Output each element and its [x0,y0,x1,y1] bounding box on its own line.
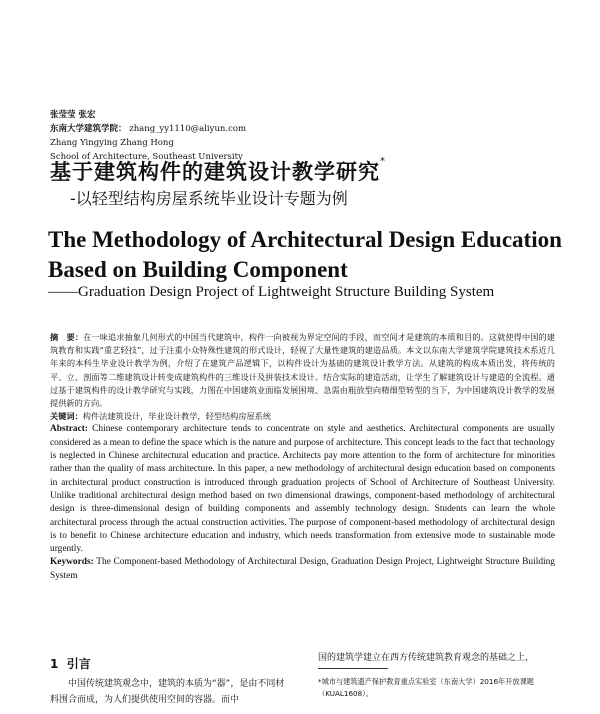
abstract-cn [50,331,555,410]
section-heading [50,655,91,672]
body-paragraph: 中国传统建筑观念中，建筑的本质为“器”，是由不同材料围合而成，为人们提供使用空间的容器。而中 [50,679,285,705]
abstract-cn-label: 摘 要： [50,332,84,342]
author-email: zhang_yy1110@aliyun.com [129,124,247,134]
abstract-en-label: Abstract: [50,424,89,435]
author-affiliation-line [50,122,246,136]
title-en: The Methodology of Architectural Design Education Based on Building Component [48,227,562,282]
title-cn-text: 基于建筑构件的建筑设计教学研究 [50,160,380,184]
keywords-en-text: The Component-based Methodology of Architectural Design, Graduation Design Project, Lightweight Structure Building System [50,557,555,581]
abstract-cn-text: 在一味追求抽象几何形式的中国当代建筑中，构件一向被视为界定空间的手段，而空间才是建筑的本质和目的。这就使得中国的建筑教育和实践“重艺轻技”，过于注重小众特殊性建筑的形式设计，轻视了大量性建筑的建造品质。本文以东南大学建筑学院建筑技术系近几年来的本科生毕业设计教学为例，介绍了在建筑产品逻辑下，以构件设计为基础的建筑设计教学方法。从建筑的构成本质出发，将传统的平、立、剖面等二维建筑设计转变成建筑构件的三维设计及拼装技术设计。结合实际的建造活动，让学生了解建筑设计与建造的全流程。通过基于建筑构件的设计教学研究与实践，力图在中国建筑业面临发展困境、急需由粗放型向精细型转型的当下，为中国建筑设计教学的发展提供新的方向。 [50,332,555,409]
author-names-cn: 张莹莹 张宏 [50,110,96,120]
abstract-block [50,331,555,583]
footnote: *城市与建筑遗产保护教育重点实验室（东南大学）2016年开放课题（KUAL1608）。 [318,677,534,698]
author-affiliation-cn: 东南大学建筑学院： [50,124,127,134]
abstract-en-text: Chinese contemporary architecture tends to concentrate on style and aesthetics. Architectural components are usually considered as a mean to define the space which is the nature and purpose of architecture. This concept leads to the fact that technology is neglected in Chinese architectural education and practice. Architects pay more attention to the form of architecture for minorities rather than the quality of mass architecture. In this paper, a new methodology of architectural design education based on components in architectural product construction is introduced through graduation projects of School of Architecture of Southeast University. Unlike traditional architectural design method based on two dimensional drawings, component-based methodology of architectural design is three-dimensional design of building components and assembly technology design. Students can learn the whole architectural process through the actual construction activities. The purpose of component-based methodology of architectural design is to benefit to Chinese architecture education and industry, which needs transformation from extensive mode to sustainable mode urgently. [50,424,555,555]
footnote-divider [318,668,388,669]
body-column-left [50,676,290,708]
keywords-cn-text: 构件法建筑设计，毕业设计教学，轻型结构房屋系统 [82,411,272,422]
section-title: 引言 [66,657,91,671]
keywords-cn-label: 关键词： [50,411,83,422]
keywords-cn [50,410,555,423]
keywords-en [50,556,555,583]
title-cn-mark: * [380,156,386,167]
author-names-en: Zhang Yingying Zhang Hong [50,138,174,148]
subtitle-cn: -以轻型结构房屋系统毕业设计专题为例 [70,189,348,208]
section-number: 1 [50,657,59,671]
keywords-en-label: Keywords: [50,557,94,568]
abstract-en [50,423,555,556]
body-column-right: 国的建筑学建立在西方传统建筑教育观念的基础之上， [318,653,535,663]
title-cn [50,156,386,186]
subtitle-en: ——Graduation Design Project of Lightweight Structure Building System [48,284,495,300]
author-affiliation-en: School of Architecture, Southeast University [50,152,243,162]
